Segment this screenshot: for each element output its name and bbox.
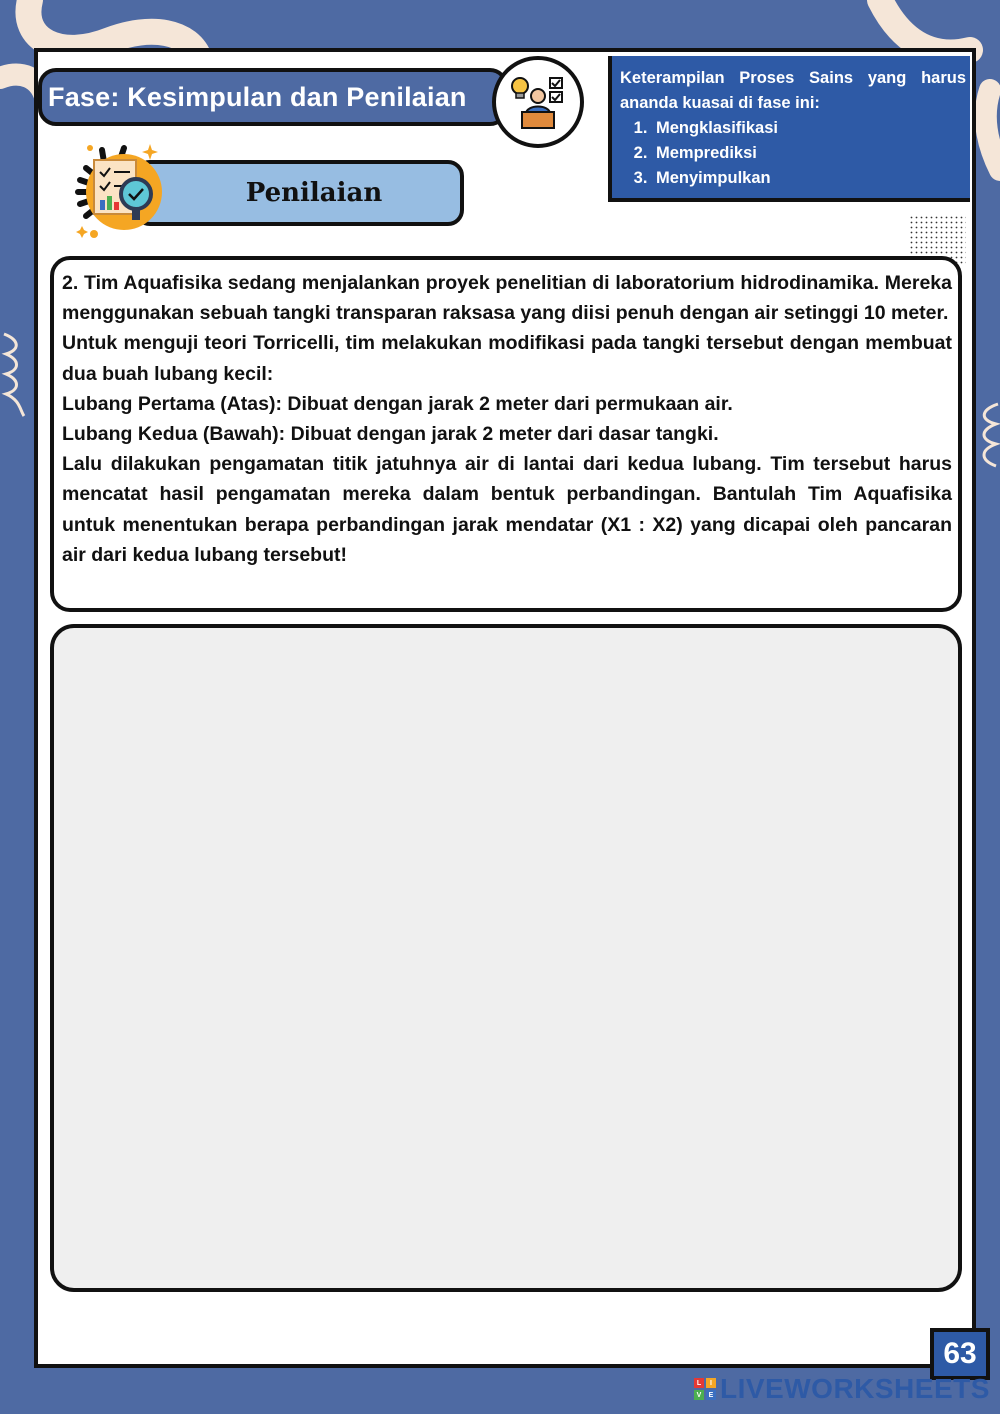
question-box <box>50 256 962 612</box>
question-paragraph: Untuk menguji teori Torricelli, tim melakukan modifikasi pada tangki tersebut dengan membuat dua buah lubang kecil: <box>62 332 952 385</box>
phase-title: Fase: Kesimpulan dan Penilaian <box>48 81 467 112</box>
skills-title: Keterampilan Proses Sains yang harus ananda kuasai di fase ini: <box>620 69 966 112</box>
presenter-checklist-icon <box>492 56 584 148</box>
logo-letter: E <box>706 1390 716 1400</box>
report-magnifier-icon <box>72 140 172 240</box>
skill-item: 1. Mengklasifikasi <box>652 116 966 141</box>
logo-letter: V <box>694 1390 704 1400</box>
logo-letter: I <box>706 1378 716 1388</box>
section-label: Penilaian <box>245 178 383 208</box>
question-paragraph: Lubang Kedua (Bawah): Dibuat dengan jarak 2 meter dari dasar tangki. <box>62 423 719 446</box>
skill-item: 2. Memprediksi <box>652 141 966 166</box>
background-squiggle-left <box>0 330 34 420</box>
liveworksheets-wordmark: LIVEWORKSHEETS <box>720 1373 990 1404</box>
page-number-label: 63 <box>943 1337 977 1370</box>
question-paragraph: Lubang Pertama (Atas): Dibuat dengan jarak 2 meter dari permukaan air. <box>62 392 733 415</box>
answer-text-box[interactable] <box>50 624 962 1292</box>
phase-title-bar <box>38 68 508 126</box>
question-paragraph: Lalu dilakukan pengamatan titik jatuhnya air di lantai dari kedua lubang. Tim tersebut harus mencatat hasil pengamatan mereka dalam bentuk perbandingan. Bantulah Tim Aquafisika untuk menentukan berapa perbandingan jarak mendatar (X1 : X2) yang dicapai oleh pancaran air dari kedua lubang tersebut! <box>62 453 952 566</box>
skills-list <box>620 116 966 191</box>
skill-item: 3. Menyimpulkan <box>652 166 966 191</box>
skills-box <box>608 56 970 202</box>
worksheet-page <box>34 48 976 1368</box>
liveworksheets-logo-icon <box>694 1378 716 1400</box>
liveworksheets-logo[interactable] <box>694 1374 990 1404</box>
section-label-bar <box>134 160 464 226</box>
logo-letter: L <box>694 1378 704 1388</box>
question-paragraph: 2. Tim Aquafisika sedang menjalankan proyek penelitian di laboratorium hidrodinamika. Mereka menggunakan sebuah tangki transparan raksasa yang diisi penuh dengan air setinggi 10 meter. <box>62 272 952 325</box>
